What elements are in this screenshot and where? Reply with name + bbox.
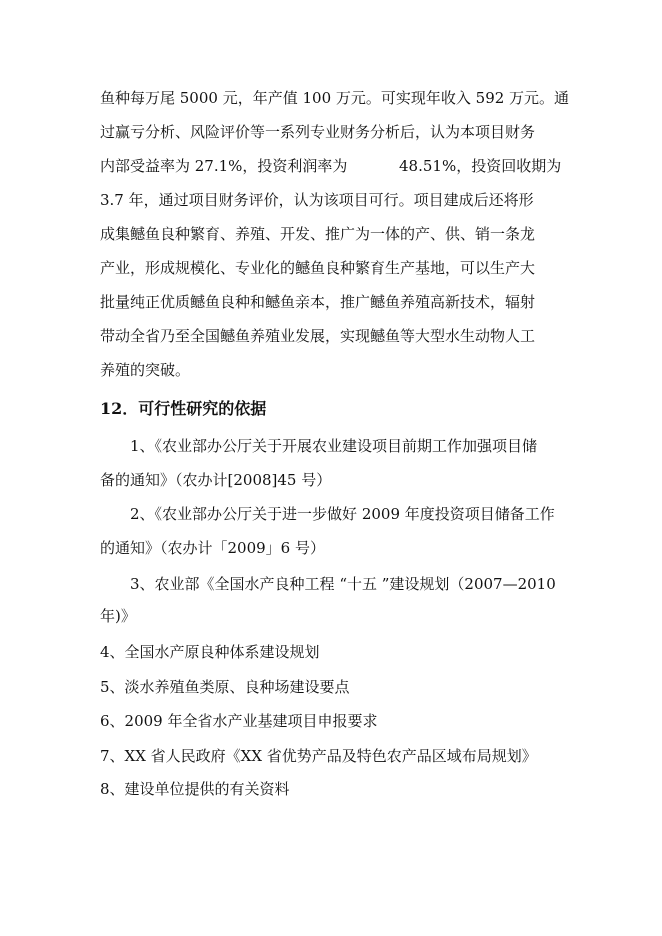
- reference-text: 8、建设单位提供的有关资料: [100, 780, 290, 798]
- paragraph-line: [0, 256, 662, 280]
- paragraph-text: 内部受益率为 27.1%，投资利润率为: [100, 157, 348, 175]
- paragraph-text: 过赢亏分析、风险评价等一系列专业财务分析后，认为本项目财务: [100, 123, 536, 141]
- reference-item-1: [0, 434, 662, 458]
- reference-item-3-continued: [0, 604, 662, 628]
- section-heading-text: 12．可行性研究的依据: [100, 399, 267, 418]
- reference-text: 5、淡水养殖鱼类原、良种场建设要点: [100, 678, 350, 696]
- paragraph-text: 48.51%，投资回收期为: [399, 157, 562, 175]
- paragraph-text: 批量纯正优质鳡鱼良种和鳡鱼亲本，推广鳡鱼养殖高新技术，辐射: [100, 293, 536, 311]
- paragraph-line: [0, 154, 662, 178]
- paragraph-text: 鱼种每万尾 5000 元，年产值 100 万元。可实现年收入 592 万元。通: [100, 89, 570, 107]
- reference-item-8: [0, 777, 662, 801]
- paragraph-line: [0, 188, 662, 212]
- reference-text: 的通知》（农办计「2009」6 号）: [100, 539, 325, 557]
- reference-text: 1、《农业部办公厅关于开展农业建设项目前期工作加强项目储: [130, 437, 538, 455]
- reference-item-2: [0, 502, 662, 526]
- reference-item-1-continued: [0, 468, 662, 492]
- paragraph-text: 养殖的突破。: [100, 361, 191, 379]
- reference-item-5: [0, 675, 662, 699]
- reference-text: 4、全国水产原良种体系建设规划: [100, 643, 320, 661]
- paragraph-line: [0, 120, 662, 144]
- paragraph-line: [0, 290, 662, 314]
- reference-text: 年)》: [100, 607, 136, 625]
- reference-item-7: [0, 744, 662, 768]
- paragraph-line: [0, 324, 662, 348]
- reference-text: 7、XX 省人民政府《XX 省优势产品及特色农产品区域布局规划》: [100, 747, 537, 765]
- reference-text: 2、《农业部办公厅关于进一步做好 2009 年度投资项目储备工作: [130, 505, 555, 523]
- section-heading: [0, 397, 662, 421]
- paragraph-text: 3.7 年，通过项目财务评价，认为该项目可行。项目建成后还将形: [100, 191, 534, 209]
- paragraph-text: 带动全省乃至全国鳡鱼养殖业发展，实现鳡鱼等大型水生动物人工: [100, 327, 536, 345]
- paragraph-text: 成集鳡鱼良种繁育、养殖、开发、推广为一体的产、供、销一条龙: [100, 225, 536, 243]
- reference-item-4: [0, 640, 662, 664]
- reference-item-3: [0, 572, 662, 596]
- paragraph-line: [0, 222, 662, 246]
- paragraph-line: [0, 86, 662, 110]
- reference-text: 3、农业部《全国水产良种工程 “十五 ”建设规划（2007—2010: [130, 575, 556, 593]
- paragraph-line: [0, 358, 662, 382]
- paragraph-text: 产业，形成规模化、专业化的鳡鱼良种繁育生产基地，可以生产大: [100, 259, 536, 277]
- reference-text: 6、2009 年全省水产业基建项目申报要求: [100, 712, 378, 730]
- reference-text: 备的通知》（农办计[2008]45 号）: [100, 471, 332, 489]
- reference-item-2-continued: [0, 536, 662, 560]
- reference-item-6: [0, 709, 662, 733]
